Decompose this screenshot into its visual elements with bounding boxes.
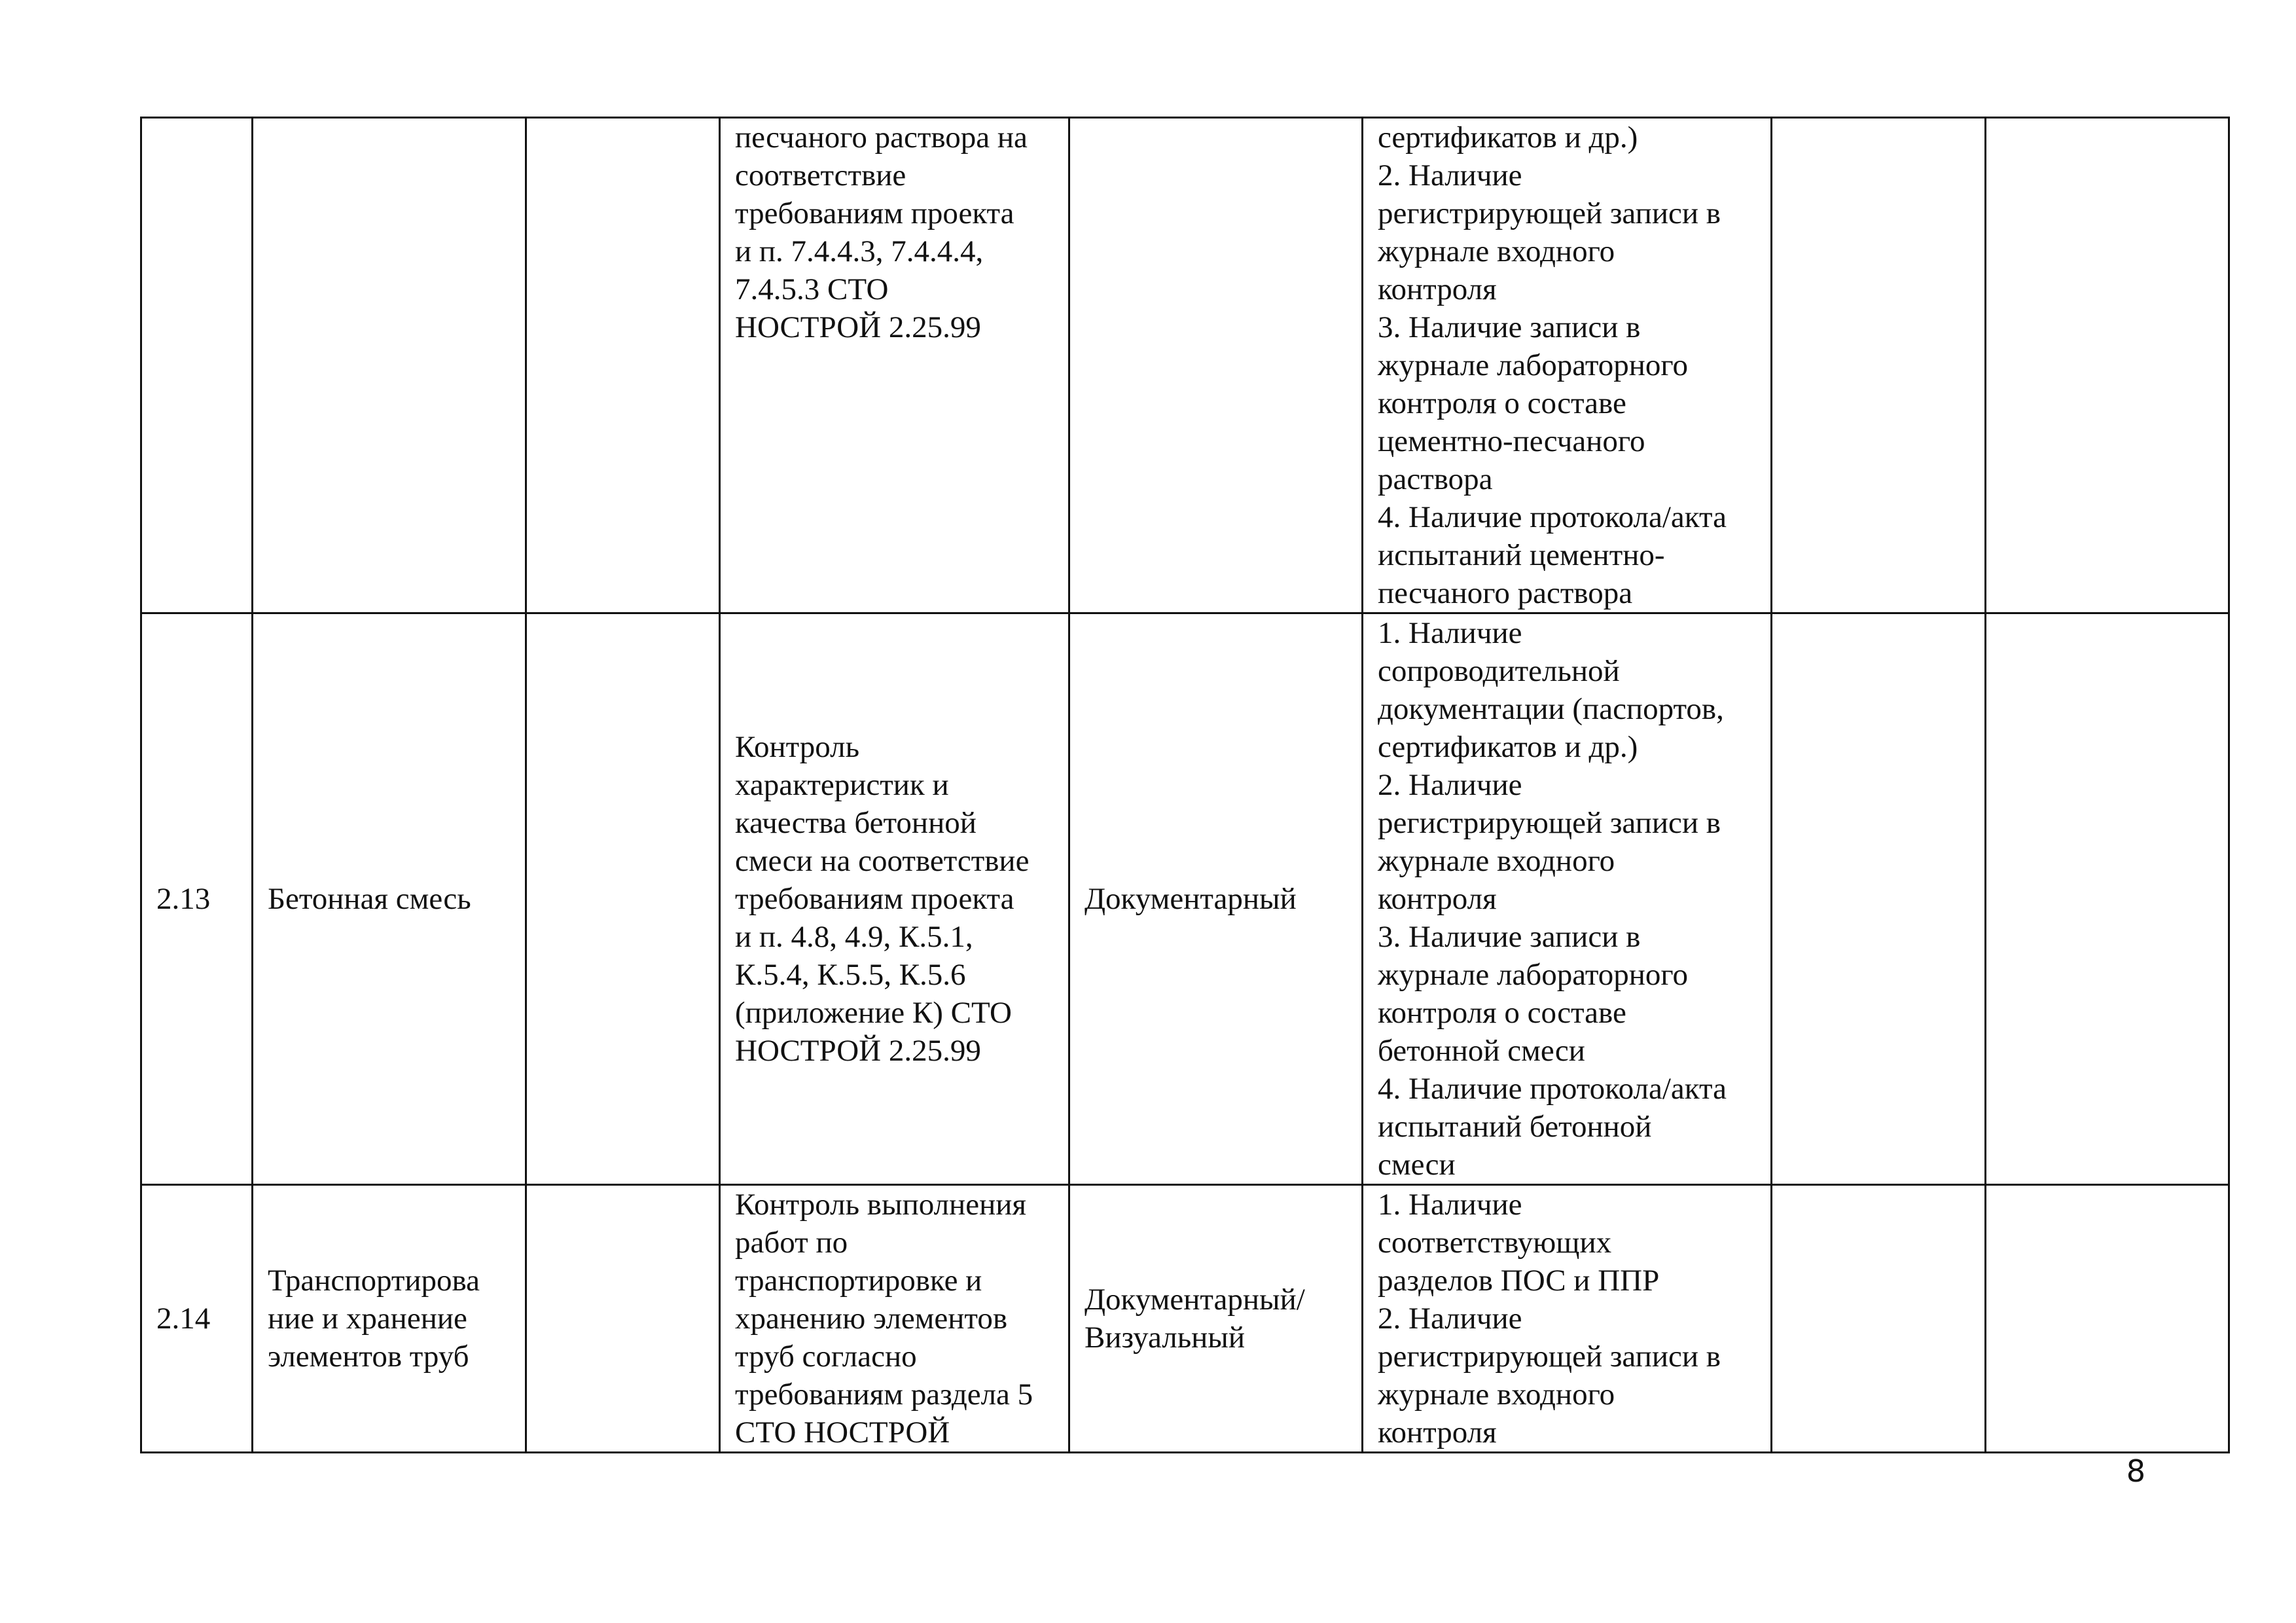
evidence-cell: 1. Наличие соответствующих разделов ПОС и ППР 2. Наличие регистрирующей записи в журнале входного контроля <box>1363 1185 1772 1453</box>
row-number-cell: 2.14 <box>141 1185 253 1453</box>
row-number-cell <box>141 118 253 613</box>
empty-cell <box>1772 1185 1986 1453</box>
empty-cell <box>1986 118 2229 613</box>
item-name-cell: Транспортирова ние и хранение элементов труб <box>253 1185 526 1453</box>
item-name-cell <box>253 118 526 613</box>
control-table <box>140 117 2230 1453</box>
empty-cell <box>1772 613 1986 1185</box>
empty-cell <box>1772 118 1986 613</box>
page-number: 8 <box>2126 1453 2145 1489</box>
evidence-cell: 1. Наличие сопроводительной документации (паспортов, сертификатов и др.) 2. Наличие регистрирующей записи в журнале входного контроля 3. Наличие записи в журнале лабораторного контроля о составе бетонной смеси 4. Наличие протокола/акта испытаний бетонной смеси <box>1363 613 1772 1185</box>
control-description-cell: песчаного раствора на соответствие требованиям проекта и п. 7.4.4.3, 7.4.4.4, 7.4.5.3 СТО НОСТРОЙ 2.25.99 <box>720 118 1069 613</box>
empty-cell <box>1986 613 2229 1185</box>
empty-cell <box>526 1185 720 1453</box>
evidence-cell: сертификатов и др.) 2. Наличие регистрирующей записи в журнале входного контроля 3. Наличие записи в журнале лабораторного контроля о составе цементно-песчаного раствора 4. Наличие протокола/акта испытаний цементно- песчаного раствора <box>1363 118 1772 613</box>
control-method-cell <box>1069 118 1363 613</box>
control-method-cell: Документарный/ Визуальный <box>1069 1185 1363 1453</box>
control-description-cell: Контроль характеристик и качества бетонной смеси на соответствие требованиям проекта и п. 4.8, 4.9, К.5.1, К.5.4, К.5.5, К.5.6 (приложение К) СТО НОСТРОЙ 2.25.99 <box>720 613 1069 1185</box>
empty-cell <box>526 613 720 1185</box>
empty-cell <box>526 118 720 613</box>
table-row <box>141 118 2229 613</box>
empty-cell <box>1986 1185 2229 1453</box>
control-method-cell: Документарный <box>1069 613 1363 1185</box>
table-row <box>141 613 2229 1185</box>
table-row <box>141 1185 2229 1453</box>
control-description-cell: Контроль выполнения работ по транспортировке и хранению элементов труб согласно требованиям раздела 5 СТО НОСТРОЙ <box>720 1185 1069 1453</box>
row-number-cell: 2.13 <box>141 613 253 1185</box>
item-name-cell: Бетонная смесь <box>253 613 526 1185</box>
